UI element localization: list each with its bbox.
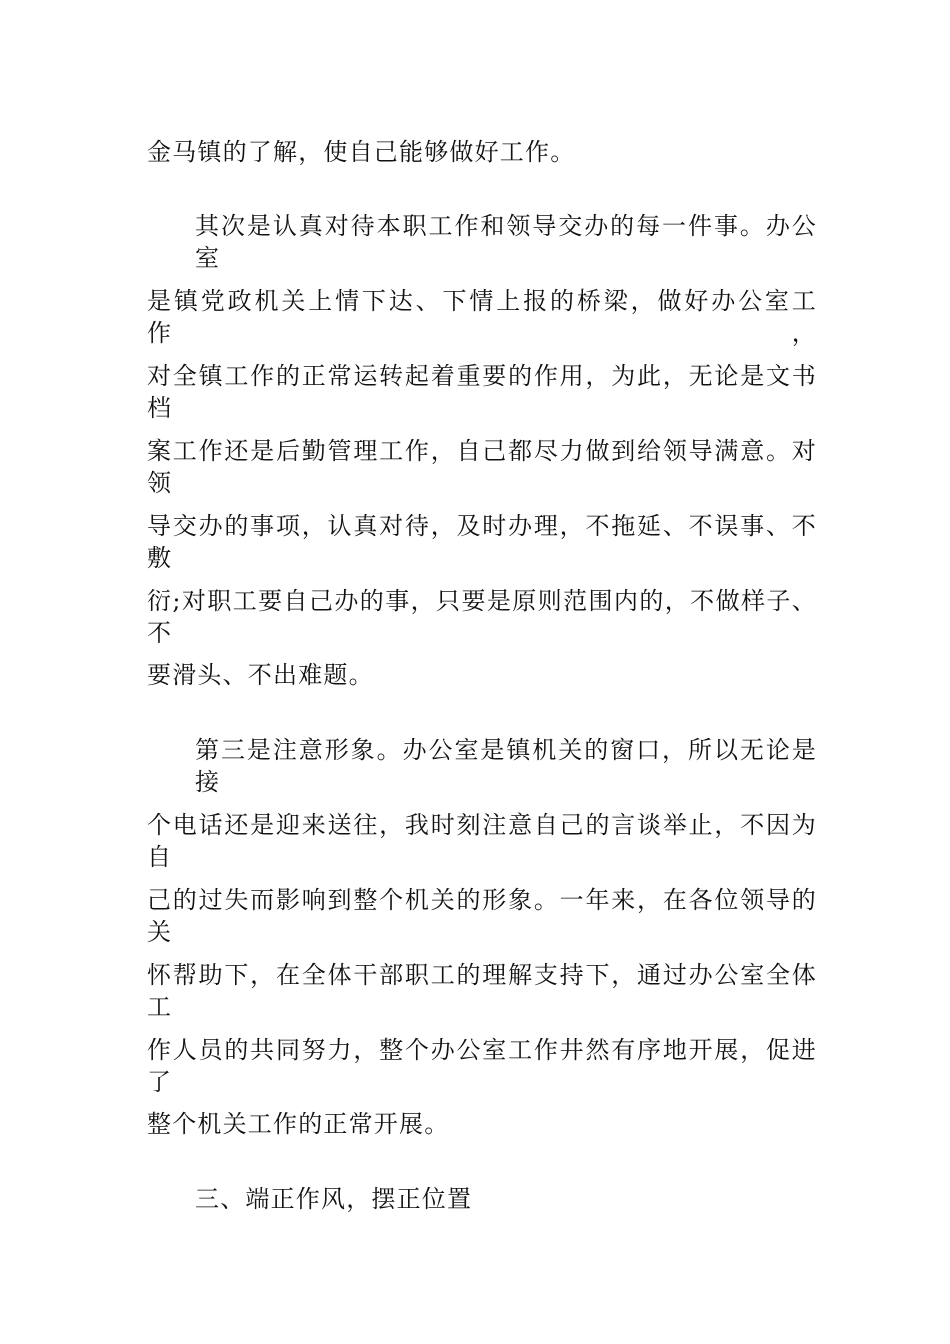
text-line-1: 金马镇的了解，使自己能够做好工作。	[147, 138, 576, 166]
text-line-11: 己的过失而影响到整个机关的形象。一年来，在各位领导的关	[147, 886, 817, 946]
section-heading: 三、端正作风，摆正位置	[195, 1185, 473, 1213]
text-line-14: 整个机关工作的正常开展。	[147, 1110, 450, 1138]
paragraph-3-first-line: 第三是注意形象。办公室是镇机关的窗口，所以无论是接	[195, 736, 817, 796]
text-line-7: 衍;对职工要自己办的事，只要是原则范围内的，不做样子、不	[147, 587, 817, 647]
text-line-8: 要滑头、不出难题。	[147, 661, 374, 689]
text-line-6: 导交办的事项，认真对待，及时办理，不拖延、不误事、不敷	[147, 512, 817, 572]
paragraph-2-first-line: 其次是认真对待本职工作和领导交办的每一件事。办公室	[195, 212, 817, 272]
text-line-12: 怀帮助下，在全体干部职工的理解支持下，通过办公室全体工	[147, 961, 817, 1021]
text-line-4: 对全镇工作的正常运转起着重要的作用，为此，无论是文书档	[147, 362, 817, 422]
text-line-13: 作人员的共同努力，整个办公室工作井然有序地开展，促进了	[147, 1036, 817, 1096]
text-line-3: 是镇党政机关上情下达、下情上报的桥梁，做好办公室工作，	[147, 287, 817, 347]
text-line-10: 个电话还是迎来送往，我时刻注意自己的言谈举止，不因为自	[147, 811, 817, 871]
text-line-5: 案工作还是后勤管理工作，自己都尽力做到给领导满意。对领	[147, 437, 817, 497]
